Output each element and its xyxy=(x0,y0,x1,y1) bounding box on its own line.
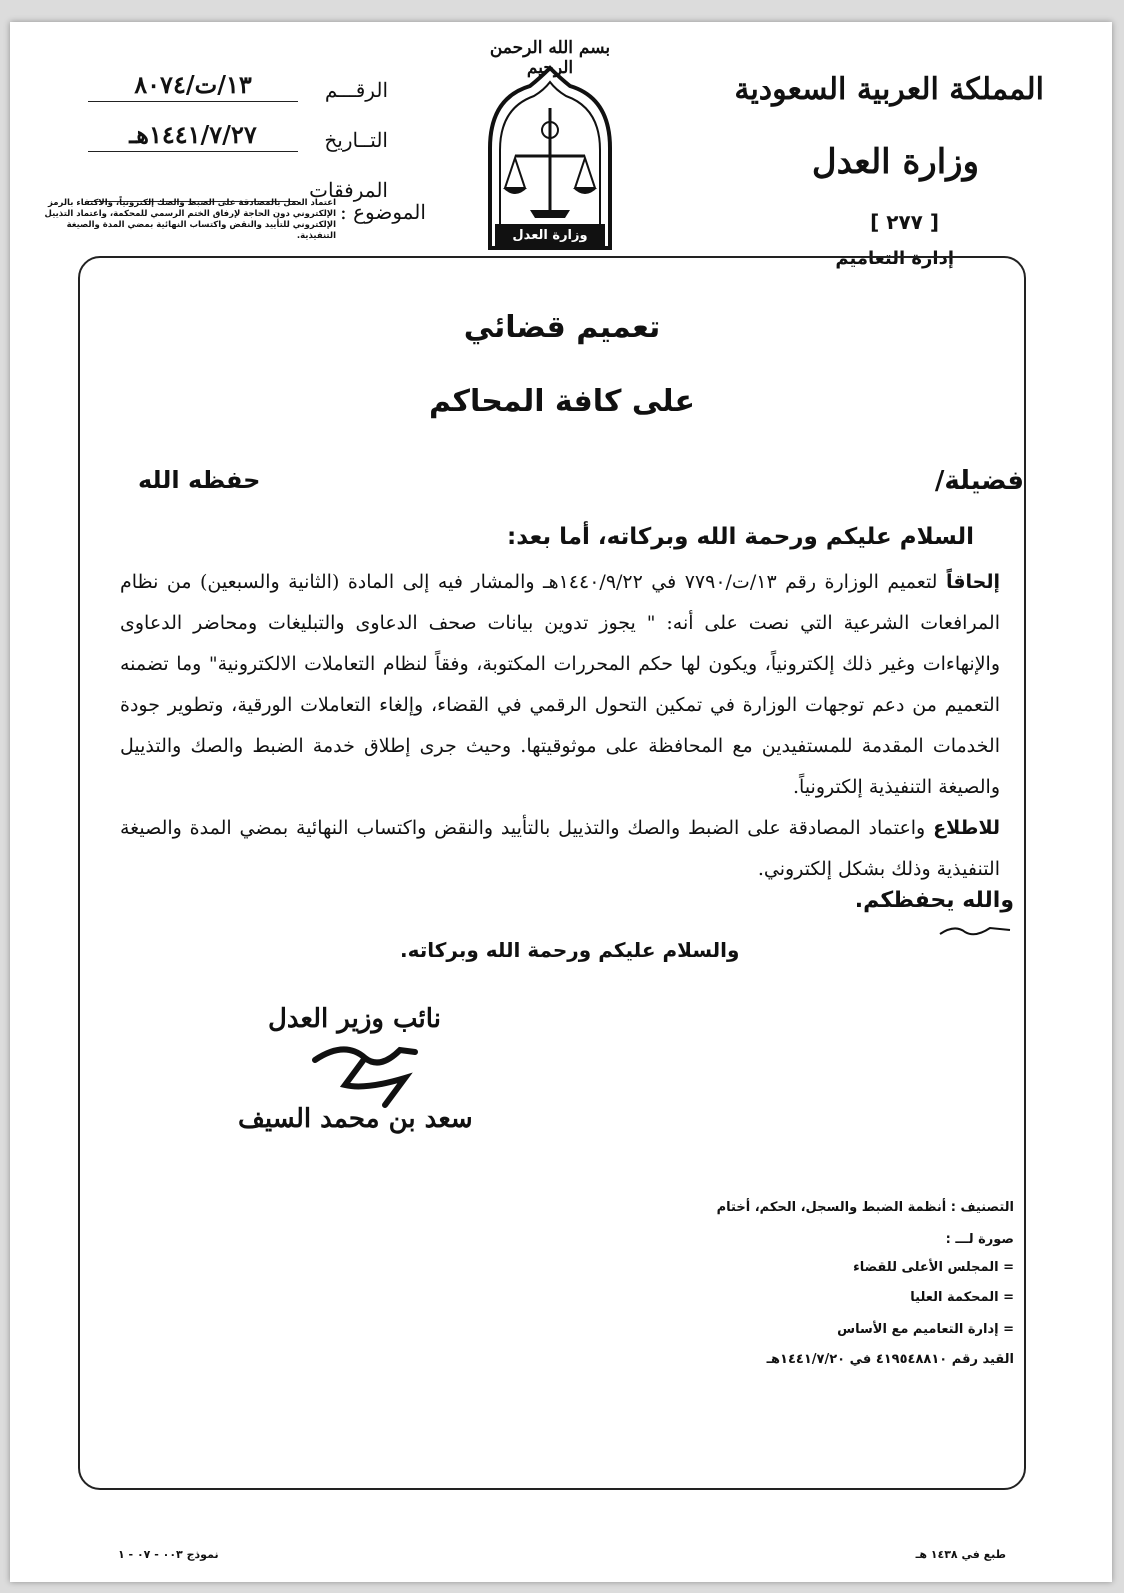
record-entry: القيد رقم ٤١٩٥٤٨٨١٠ في ١٤٤١/٧/٢٠هـ xyxy=(766,1352,1014,1367)
closing-line: والله يحفظكم. xyxy=(854,888,1014,913)
body-paragraph-2 xyxy=(120,808,1000,890)
signatory-title: نائب وزير العدل xyxy=(268,1004,441,1034)
circular-title: تعميم قضائي xyxy=(463,310,661,345)
subject-label: الموضوع : xyxy=(340,200,426,224)
paragraph-1-lead: إلحاقاً xyxy=(945,571,1001,593)
copy-recipient: = إدارة التعاميم مع الأساس xyxy=(837,1322,1014,1337)
paragraph-2-lead: للاطلاع xyxy=(933,817,1001,839)
ref-number-value: ١٣/ت/٨٠٧٤ xyxy=(88,70,298,102)
ministry-name: وزارة العدل xyxy=(811,142,979,182)
signatory-name: سعد بن محمد السيف xyxy=(238,1104,473,1134)
basmala: بسم الله الرحمن الرحيم xyxy=(489,38,611,78)
form-number: نموذج ٠٠٣ - ٠٧ - ١ xyxy=(118,1548,219,1561)
copy-to-label: صورة لـــ : xyxy=(945,1232,1014,1247)
body-paragraph-1 xyxy=(120,562,1000,808)
attachments-row xyxy=(78,152,388,202)
greeting-blessing: حفظه الله xyxy=(138,466,261,494)
ministry-emblem xyxy=(470,38,630,253)
kingdom-name: المملكة العربية السعودية xyxy=(734,72,1044,107)
ref-number-label: الرقـــم xyxy=(324,78,388,102)
initial-mark xyxy=(935,920,1015,942)
greeting-salam: السلام عليكم ورحمة الله وبركاته، أما بعد: xyxy=(507,524,974,550)
emblem-caption: وزارة العدل xyxy=(512,228,588,243)
date-label: التــاريخ xyxy=(324,128,388,152)
greeting-honorific: فضيلة/ xyxy=(934,466,1024,496)
reference-block xyxy=(78,52,388,202)
handwritten-signature xyxy=(305,1030,435,1110)
subject-text: اعتماد العمل بالمصادقة على الضبط والصك إلكترونياً، والاكتفاء بالرمز الإلكتروني دون الحاجة لإرفاق الختم الرسمي للمحكمة، واعتماد التذييل الإلكتروني للتأييد والنقض واكتساب النهائية بمضي المدة والصيغة التنفيذية. xyxy=(44,198,336,241)
department-name: إدارة التعاميم xyxy=(835,248,954,269)
circular-body xyxy=(120,562,1000,890)
date-row xyxy=(78,102,388,152)
ref-number-row xyxy=(78,52,388,102)
attachments-label: المرفقات xyxy=(309,178,388,202)
classification: التصنيف : أنظمة الضبط والسجل، الحكم، أختام xyxy=(716,1200,1014,1215)
copy-recipient: = المجلس الأعلى للقضاء xyxy=(853,1260,1014,1275)
circular-addressee: على كافة المحاكم xyxy=(428,384,696,419)
copy-recipient: = المحكمة العليا xyxy=(910,1290,1014,1305)
closing-salam: والسلام عليكم ورحمة الله وبركاته. xyxy=(400,938,740,962)
print-year: طبع في ١٤٣٨ هـ xyxy=(915,1548,1006,1561)
date-value: ١٤٤١/٧/٢٧هـ xyxy=(88,120,298,152)
paragraph-2-text: واعتماد المصادقة على الضبط والصك والتذييل بالتأييد والنقض واكتساب النهائية بمضي المدة والصيغة التنفيذية وذلك بشكل إلكتروني. xyxy=(120,817,1000,880)
paragraph-1-text: لتعميم الوزارة رقم ١٣/ت/٧٧٩٠ في ١٤٤٠/٩/٢٢هـ والمشار فيه إلى المادة (الثانية والسبعين) من نظام المرافعات الشرعية التي نصت على أنه: " يجوز تدوين بيانات صحف الدعاوى والتبليغات ومحاضر الدعاوى والإنهاءات وغير ذلك إلكترونياً، ويكون لها حكم المحررات المكتوبة، وفقاً لنظام التعاملات الالكترونية" وما تضمنه التعميم من دعم توجهات الوزارة في تمكين التحول الرقمي في القضاء، وإلغاء التعاملات الورقية، وتطوير جودة الخدمات المقدمة للمستفيدين مع المحافظة على موثوقيتها. وحيث جرى إطلاق خدمة الضبط والصك والتذييل والصيغة التنفيذية إلكترونياً. xyxy=(120,571,1000,798)
document-number: [ ٢٧٧ ] xyxy=(870,210,939,234)
